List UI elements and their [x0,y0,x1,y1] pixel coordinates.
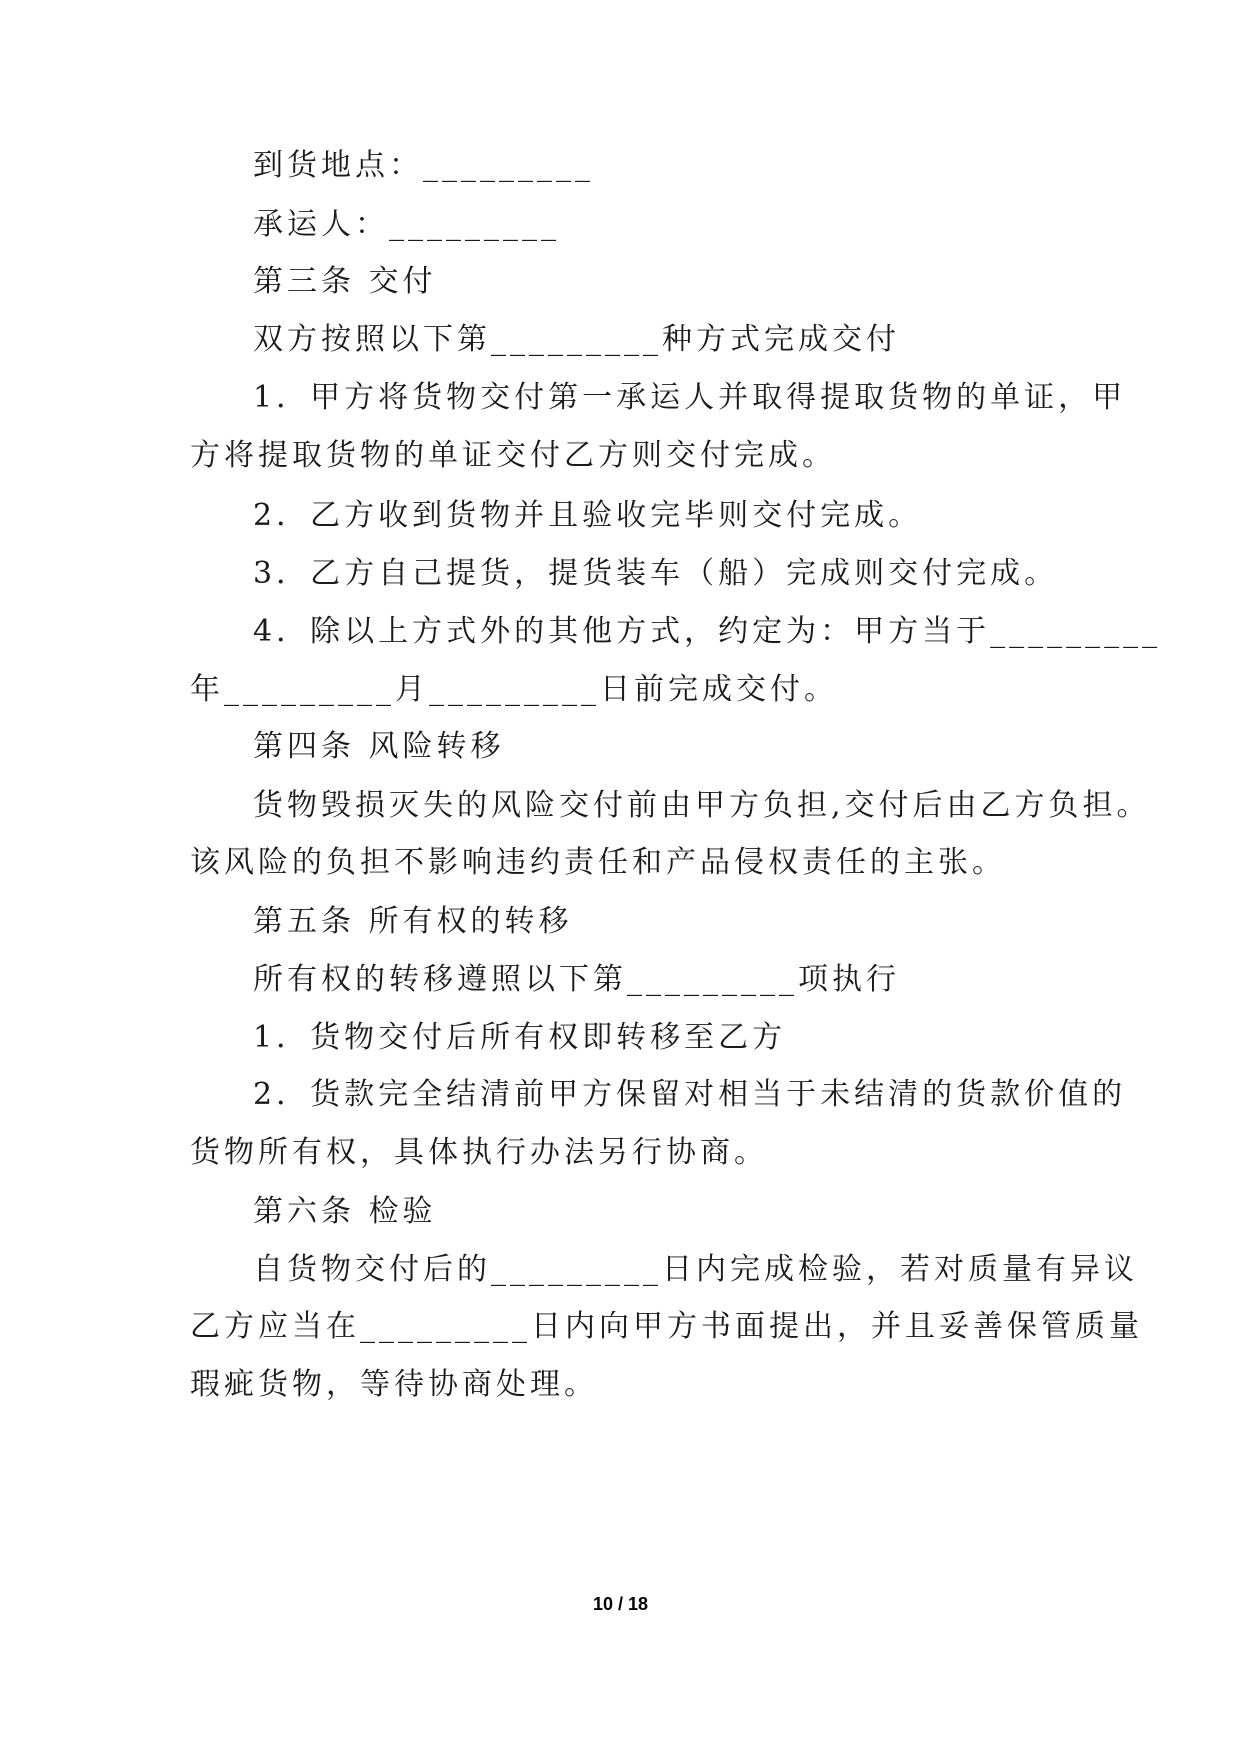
paragraph-line: 方将提取货物的单证交付乙方则交付完成。 [190,438,836,473]
article-5-heading: 第五条 所有权的转移 [253,904,573,939]
paragraph-line: 自货物交付后的_________日内完成检验，若对质量有异议 [253,1252,1138,1287]
article-6-heading: 第六条 检验 [253,1194,437,1229]
paragraph-line: 4．除以上方式外的其他方式，约定为：甲方当于_________ [253,614,1162,649]
paragraph-line: 乙方应当在_________日内向甲方书面提出，并且妥善保管质量 [190,1309,1143,1344]
paragraph-line: 所有权的转移遵照以下第_________项执行 [253,962,900,997]
paragraph-line: 双方按照以下第_________种方式完成交付 [253,322,900,357]
carrier-line: 承运人：_________ [253,207,560,242]
paragraph-line: 2．货款完全结清前甲方保留对相当于未结清的货款价值的 [253,1077,1127,1112]
page-number: 10 / 18 [592,1594,649,1614]
paragraph-line: 货物所有权，具体执行办法另行协商。 [190,1135,768,1170]
paragraph-line: 2．乙方收到货物并且验收完毕则交付完成。 [253,498,923,533]
article-3-heading: 第三条 交付 [253,264,437,299]
paragraph-line: 1．甲方将货物交付第一承运人并取得提取货物的单证，甲 [253,380,1127,415]
paragraph-line: 货物毁损灭失的风险交付前由甲方负担,交付后由乙方负担。 [253,788,1151,823]
article-4-heading: 第四条 风险转移 [253,729,505,764]
paragraph-line: 该风险的负担不影响违约责任和产品侵权责任的主张。 [190,845,1006,880]
paragraph-line: 年_________月_________日前完成交付。 [190,672,838,707]
delivery-location-line: 到货地点：_________ [253,148,594,183]
paragraph-line: 1．货物交付后所有权即转移至乙方 [253,1020,787,1055]
paragraph-line: 瑕疵货物，等待协商处理。 [190,1367,598,1402]
paragraph-line: 3．乙方自己提货，提货装车（船）完成则交付完成。 [253,556,1059,591]
